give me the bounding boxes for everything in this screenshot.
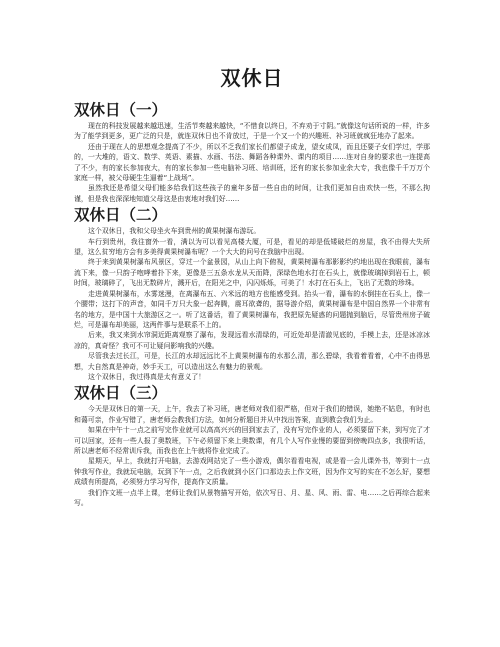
paragraph: 我们作文班一点半上课，老师让我们从景物描写开始，依次写日、月、星、风、雨、雷、电……之后再综合起来写。 <box>74 488 430 507</box>
paragraph: 这个双休日，我和父母坐火车到贵州的黄果树瀑布游玩。 <box>88 227 261 236</box>
section-2 <box>74 206 430 382</box>
paragraph: 车行到贵州，我往窗外一看，满以为可以看见高楼大厦，可是，看见的却是低矮破烂的房屋，我不由得大失所望，这么贫穷地方会有多美得黄果树瀑布呢？一个大大的问号在我脑中出现。 <box>74 237 430 257</box>
section-1 <box>74 101 430 204</box>
page-title: 双休日 <box>220 66 284 90</box>
paragraph: 尽管我去过长江，可是，长江的水却远远比不上黄果树瀑布的水那么清，那么碧绿，我看着看着，心中不由得思想，大自然真是神奇，妙手天工，可以造出这么有魅力的景观。 <box>74 352 430 371</box>
section-heading: 双休日（三） <box>74 384 168 403</box>
paragraph: 虽然我还是希望父母们能多给我们这些孩子的童年多留一些自由的时间，让我们更加自由欢快一些，不那么拘谨，但是我也深深地知道父母这是由衷地对我们好…… <box>74 184 430 203</box>
section-3 <box>74 384 430 508</box>
paragraph: 如果在中午十一点之前写完作业就可以高高兴兴的回到家去了，没有写完作业的人，必须要留下来，到写完了才可以回家，还有一些人报了奥数班，下午必须留下来上奥数课，有几个人写作业慢的要留到傍晚四点多，我很听话，所以唐老师不经常训斥我，而我也在上午就将作业完成了。 <box>74 426 430 455</box>
paragraph: 后来，我又来到水帘洞近距离观察了瀑布，发现远看水清绿的，可近处却是清澈见底的，手模上去，还是冰凉冰凉的，真奇怪？我可不可让疑问影响我的兴趣。 <box>74 331 430 350</box>
paragraph: 星期天，早上，我就打开电脑，去游戏网站完了一些小游戏，偶尔看看电视，或是看一会儿课外书，等到十一点钟我写作业，我就玩电脑，玩到下午一点，之后我就到小区门口那边去上作文班，因为作文写的实在不怎么好，要想成绩有所提高，必须努力学习写作，提高作文质量。 <box>74 457 430 487</box>
paragraph: 还由于现在人的思想观念提高了不少，所以不乏我们家长们都望子成龙，望女成凤，而且还要子女们学过，学那的，一大堆的，语文、数学、英语、素描、水画、书法、舞蹈各种课外、课内的项目……连对自身的要求也一连提高了不少，有的家长参加夜大，有的家长参加一些电脑补习班、培训班，还有的家长参加业余大专，我也像千千万万个家庭一样，被父母硬生生逼着“上战场”。 <box>74 142 430 183</box>
paragraph: 走进黄果树瀑布，水雾迷漫，在离瀑布五、六米远的地方也能感受到。抬头一看，瀑布的水倒挂在石头上，像一个腰带；这打下的声音，如同千万只大象一起奔腾，震耳欲聋的，据导游介绍，黄果树瀑布是中国自然界一个非常有名的地方，是中国十大旅游区之一。听了这番话，看了黄果树瀑布，我把原先疑惑的问题抛到脑后，尽管贵州房子破烂，可是瀑布却美丽，这两件事与是联系不上的。 <box>74 289 430 329</box>
paragraph: 这个双休日，我过得真是太有意义了！ <box>88 372 206 381</box>
paragraph: 终于来到黄果树瀑布风景区，穿过一个盆景园，从山上向下俯视，黄果树瀑布那影影约约地出现在我眼前，瀑布流下来，像一只韵子咆哮着扑下来，更像是三五条水龙从天而降，深绿色地水打在石头上，就像玻璃掉到岩石上，顿时间，玻璃碎了，飞出无数碎片，溅开后，在阳光之中，闪闪烁烁，可美了！水打在石头上，飞出了无数的珍珠。 <box>74 258 430 288</box>
paragraph: 现在的科技发展越来越迅速，生活节奏越来越快，“不惜食以终日，不弃劝于寸阴。”就像这句话所说的一样，许多为了能学到更多，更广泛的只是，就连双休日也不肯放过，于是一个又一个的兴趣班、补习班就疯狂地办了起来。 <box>74 122 430 141</box>
paragraph: 今天是双休日的第一天，上午，我去了补习班，唐老师对我们很严格，但对于我们的错误，她绝不姑息，有时也和蔼可亲，作业写错了，唐老师会教我们方法，如何分析题目并从中找出答案，直到教会我们为止。 <box>74 405 430 424</box>
section-heading: 双休日（二） <box>74 206 168 225</box>
section-heading: 双休日（一） <box>74 101 168 119</box>
